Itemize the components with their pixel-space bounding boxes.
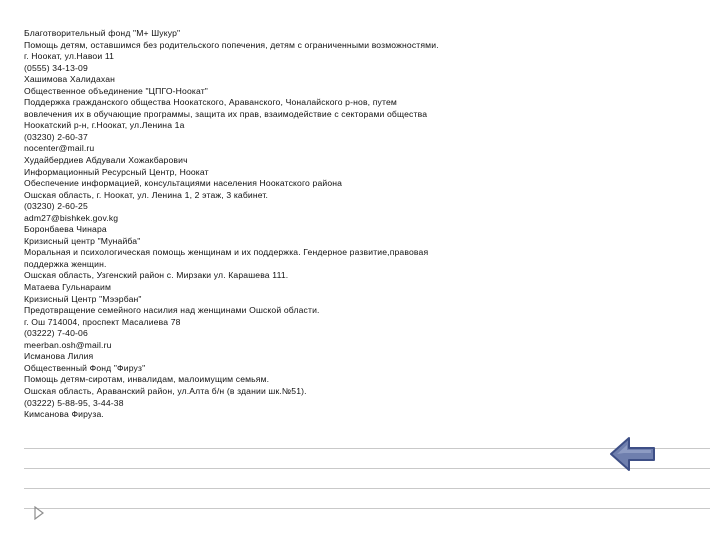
- phone-line: (03222) 5-88-95, 3-44-38: [24, 397, 124, 408]
- divider-line: [24, 488, 710, 489]
- phone-line: (03222) 7-40-06: [24, 328, 88, 339]
- description-line: Поддержка гражданского общества Ноокатского, Араванского, Чоналайского р-нов, путем: [24, 97, 397, 108]
- description-line: вовлечения их в обучающие программы, защита их прав, взаимодействие с секторами общества: [24, 108, 428, 119]
- address-line: Ошская область, Узгенский район с. Мирзаки ул. Карашева 111.: [24, 270, 289, 281]
- address-line: Ошская область, г. Ноокат, ул. Ленина 1, 2 этаж, 3 кабинет.: [24, 189, 269, 200]
- email-line: adm27@bishkek.gov.kg: [24, 212, 119, 223]
- org-name-line: Благотворительный фонд "М+ Шукур": [24, 28, 181, 38]
- org-name-line: Общественный Фонд "Фируз": [24, 362, 146, 373]
- document-text: [24, 28, 704, 421]
- description-line: Моральная и психологическая помощь женщинам и их поддержка. Гендерное развитие,правовая: [24, 247, 429, 258]
- triangle-bullet-icon: [34, 506, 44, 520]
- description-line: Помощь детям, оставшимся без родительского попечения, детям с ограниченными возможностями.: [24, 39, 439, 50]
- org-name-line: Общественное объединение "ЦПГО-Ноокат": [24, 85, 209, 96]
- org-name-line: Кризисный центр "Мунайба": [24, 235, 141, 246]
- contact-person-line: Боронбаева Чинара: [24, 224, 107, 235]
- phone-line: (03230) 2-60-37: [24, 131, 88, 142]
- email-line: nocenter@mail.ru: [24, 143, 95, 154]
- contact-person-line: Худайбердиев Абдували Хожакбарович: [24, 155, 188, 166]
- description-line: Помощь детям-сиротам, инвалидам, малоимущим семьям.: [24, 374, 270, 385]
- description-line: поддержка женщин.: [24, 258, 107, 269]
- email-line: meerban.osh@mail.ru: [24, 339, 112, 350]
- contact-person-line: Матаева Гульнараим: [24, 282, 112, 293]
- description-line: Обеспечение информацией, консультациями населения Ноокатского района: [24, 178, 343, 189]
- org-name-line: Кризисный Центр "Мээрбан": [24, 293, 142, 304]
- address-line: г. Ноокат, ул.Навои 11: [24, 51, 115, 62]
- contact-person-line: Кимсанова Фируза.: [24, 409, 104, 420]
- contact-person-line: Исманова Лилия: [24, 351, 94, 362]
- back-arrow-icon[interactable]: [608, 434, 658, 474]
- address-line: Ноокатский р-н, г.Ноокат, ул.Ленина 1а: [24, 120, 185, 131]
- address-line: г. Ош 714004, проспект Масалиева 78: [24, 316, 181, 327]
- description-line: Предотвращение семейного насилия над женщинами Ошской области.: [24, 305, 320, 316]
- address-line: Ошская область, Араванский район, ул.Алта б/н (в здании шк.№51).: [24, 385, 307, 396]
- phone-line: (0555) 34-13-09: [24, 62, 88, 73]
- phone-line: (03230) 2-60-25: [24, 201, 88, 212]
- contact-person-line: Хашимова Халидахан: [24, 74, 116, 85]
- org-name-line: Информационный Ресурсный Центр, Ноокат: [24, 166, 209, 177]
- divider-line: [24, 508, 710, 509]
